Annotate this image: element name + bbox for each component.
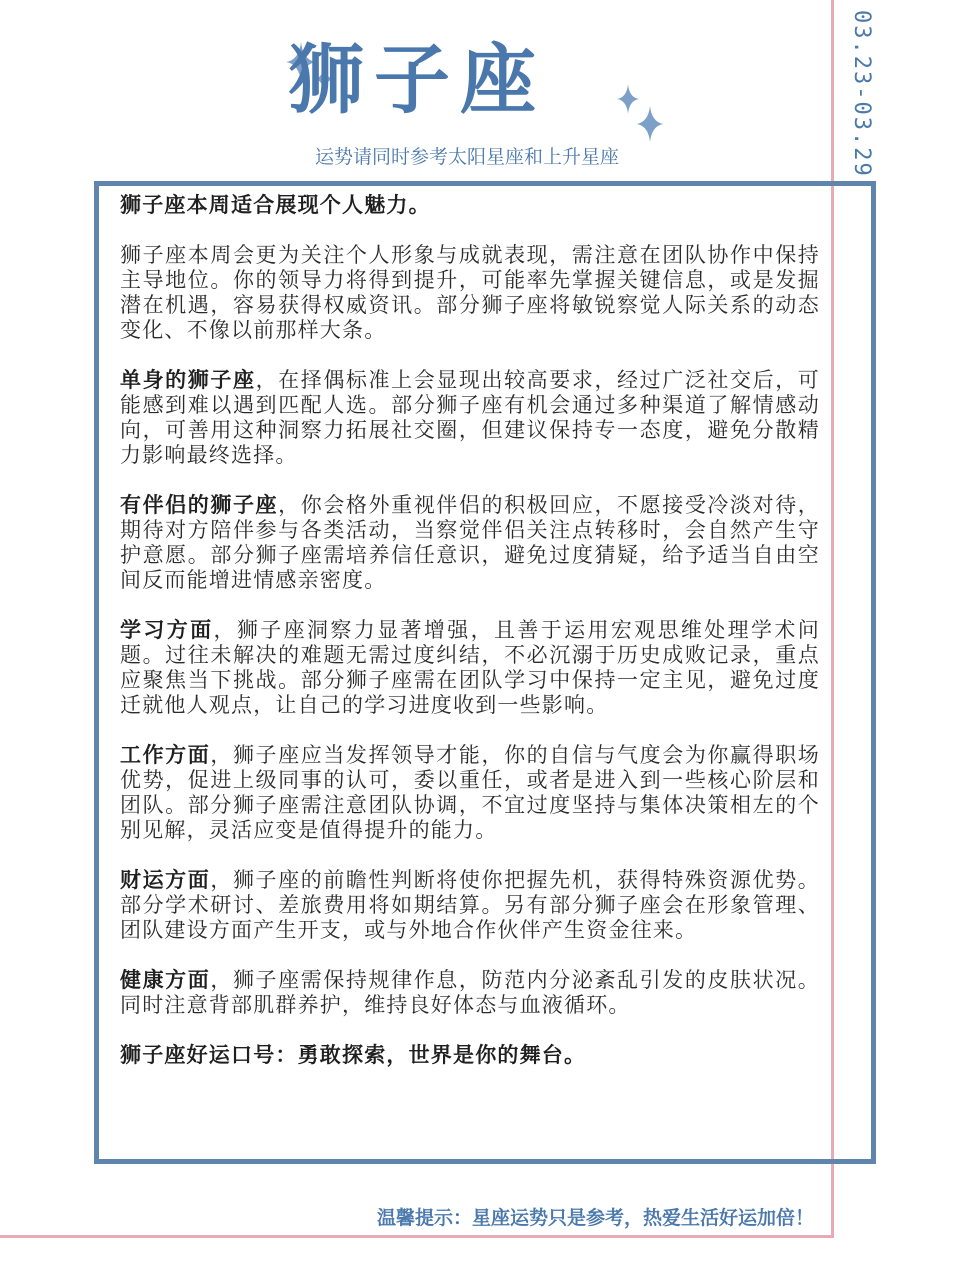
slogan-paragraph (120, 1043, 820, 1068)
study-label: 学习方面 (120, 618, 214, 642)
page-title: 狮子座 (288, 35, 546, 124)
health-paragraph (120, 968, 820, 1018)
health-text: ，狮子座需保持规律作息，防范内分泌紊乱引发的皮肤状况。同时注意背部肌群养护，维持良好体态与血液循环。 (120, 968, 820, 1017)
work-text: ，狮子座应当发挥领导才能，你的自信与气度会为你赢得职场优势，促进上级同事的认可，委以重任，或者是进入到一些核心阶层和团队。部分狮子座需注意团队协调，不宜过度坚持与集体决策相左的个别见解，灵活应变是值得提升的能力。 (120, 743, 820, 842)
finance-label: 财运方面 (120, 868, 211, 892)
partnered-text: ，你会格外重视伴侣的积极回应，不愿接受冷淡对待，期待对方陪伴参与各类活动，当察觉伴侣关注点转移时，会自然产生守护意愿。部分狮子座需培养信任意识，避免过度猜疑，给予适当自由空间反而能增进情感亲密度。 (120, 493, 820, 592)
footer-tip: 温馨提示：星座运势只是参考，热爱生活好运加倍！ (376, 1207, 814, 1229)
work-label: 工作方面 (120, 743, 211, 767)
partnered-paragraph (120, 493, 820, 593)
intro-paragraph (120, 193, 820, 218)
health-label: 健康方面 (120, 968, 211, 992)
intro-text: 狮子座本周适合展现个人魅力。 (120, 193, 431, 217)
finance-paragraph (120, 868, 820, 943)
single-paragraph (120, 368, 820, 468)
pink-horizontal-line (0, 1235, 834, 1238)
finance-text: ，狮子座的前瞻性判断将使你把握先机，获得特殊资源优势。部分学术研讨、差旅费用将如期结算。另有部分狮子座会在形象管理、团队建设方面产生开支，或与外地合作伙伴产生资金往来。 (120, 868, 820, 942)
subtitle: 运势请同时参考太阳星座和上升星座 (314, 146, 619, 168)
single-label: 单身的狮子座 (120, 368, 256, 392)
horoscope-content (120, 193, 820, 1093)
overview-paragraph: 狮子座本周会更为关注个人形象与成就表现，需注意在团队协作中保持主导地位。你的领导力将得到提升，可能率先掌握关键信息，或是发掘潜在机遇，容易获得权威资讯。部分狮子座将敏锐察觉人际关系的动态变化、不像以前那样大条。 (120, 243, 820, 342)
single-text: ，在择偶标准上会显现出较高要求，经过广泛社交后，可能感到难以遇到匹配人选。部分狮子座有机会通过多种渠道了解情感动向，可善用这种洞察力拓展社交圈，但建议保持专一态度，避免分散精力影响最终选择。 (120, 368, 820, 467)
partnered-label: 有伴侣的狮子座 (120, 493, 279, 517)
study-text: ，狮子座洞察力显著增强，且善于运用宏观思维处理学术问题。过往未解决的难题无需过度纠结，不必沉溺于历史成败记录，重点应聚焦当下挑战。部分狮子座需在团队学习中保持一定主见，避免过度迁就他人观点，让自己的学习进度收到一些影响。 (120, 618, 820, 717)
work-paragraph (120, 743, 820, 843)
slogan-text: 狮子座好运口号：勇敢探索，世界是你的舞台。 (120, 1043, 587, 1067)
study-paragraph (120, 618, 820, 718)
date-range: 03.23-03.29 (849, 10, 874, 178)
